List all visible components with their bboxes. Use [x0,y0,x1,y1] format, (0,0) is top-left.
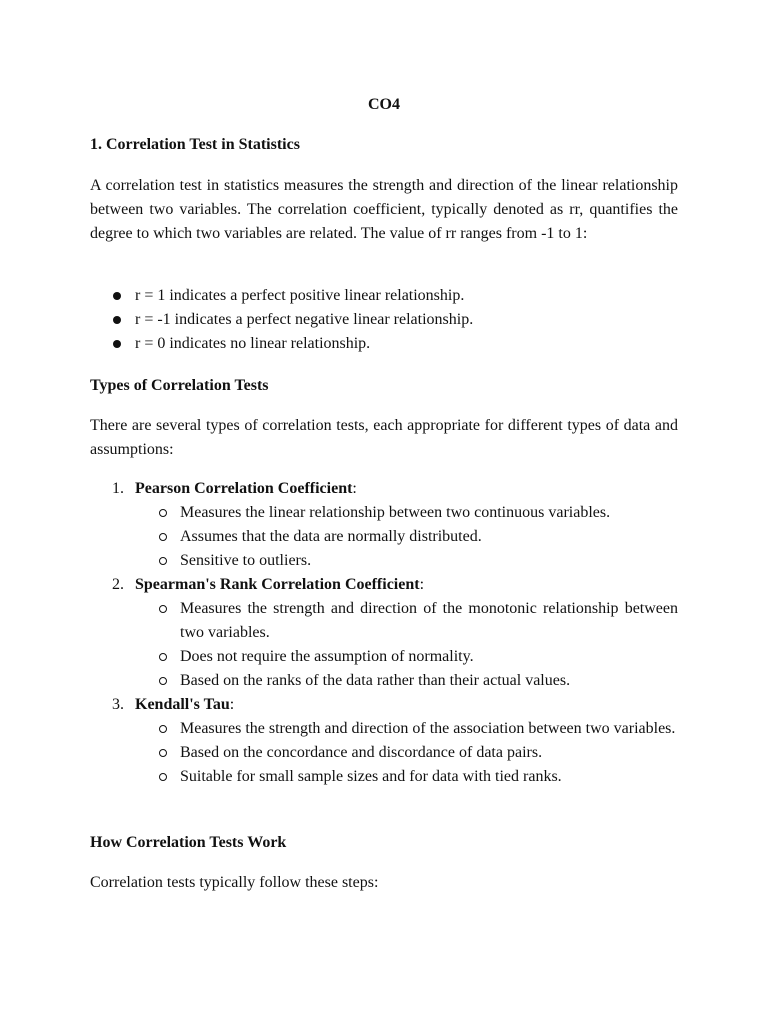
sub-list-item [135,597,678,645]
circle-bullet-icon [159,725,167,733]
sub-list-item [135,717,678,741]
sub-list-item [135,645,678,669]
list-item-text: r = 1 indicates a perfect positive linear relationship. [135,287,465,304]
colon: : [229,696,235,713]
list-item [90,308,678,332]
bullet-icon [113,316,121,324]
section-heading-how: How Correlation Tests Work [90,834,287,851]
circle-bullet-icon [159,749,167,757]
list-item [90,573,678,693]
section-heading-types: Types of Correlation Tests [90,377,269,394]
section-intro-paragraph: A correlation test in statistics measures the strength and direction of the linear relationship between two variables. The correlation coefficient, typically denoted as rr, quantifies the degree to which two variables are related. The value of rr ranges from -1 to 1: [90,177,678,242]
circle-bullet-icon [159,605,167,613]
test-name-pearson: Pearson Correlation Coefficient [135,480,353,497]
sub-list-item-text: Sensitive to outliers. [180,552,312,569]
sub-list-item [135,741,678,765]
colon: : [352,480,357,497]
list-item [90,284,678,308]
list-number: 1. [112,480,124,497]
test-name-kendall: Kendall's Tau [135,696,230,713]
sub-list-item [135,549,678,573]
circle-bullet-icon [159,773,167,781]
sub-list-item-text: Based on the concordance and discordance of data pairs. [180,744,543,761]
sub-list-item-text: Measures the strength and direction of the association between two variables. [180,720,676,737]
list-item-text: r = -1 indicates a perfect negative linear relationship. [135,311,474,328]
list-number: 2. [112,576,124,593]
list-number: 3. [112,696,124,713]
section-heading-correlation-test: 1. Correlation Test in Statistics [90,136,300,153]
sub-list [135,597,678,693]
types-intro-paragraph: There are several types of correlation tests, each appropriate for different types of data and assumptions: [90,417,678,458]
sub-list-item [135,765,678,789]
circle-bullet-icon [159,557,167,565]
sub-list-item-text: Measures the strength and direction of the monotonic relationship between two variables. [180,600,678,641]
correlation-tests-list [90,477,678,789]
how-intro-paragraph: Correlation tests typically follow these steps: [90,874,379,891]
sub-list-item [135,669,678,693]
test-name-spearman: Spearman's Rank Correlation Coefficient [135,576,420,593]
bullet-icon [113,292,121,300]
sub-list-item [135,525,678,549]
sub-list-item-text: Measures the linear relationship between two continuous variables. [180,504,611,521]
sub-list-item-text: Does not require the assumption of normality. [180,648,474,665]
document-title: CO4 [368,96,400,113]
r-values-list [90,284,678,356]
circle-bullet-icon [159,509,167,517]
colon: : [419,576,425,593]
circle-bullet-icon [159,677,167,685]
circle-bullet-icon [159,653,167,661]
sub-list-item-text: Based on the ranks of the data rather than their actual values. [180,672,571,689]
list-item [90,693,678,789]
sub-list [135,501,678,573]
list-item [90,477,678,573]
sub-list-item-text: Assumes that the data are normally distributed. [180,528,482,545]
sub-list-item-text: Suitable for small sample sizes and for data with tied ranks. [180,768,562,785]
circle-bullet-icon [159,533,167,541]
list-item-text: r = 0 indicates no linear relationship. [135,335,371,352]
sub-list [135,717,678,789]
list-item [90,332,678,356]
sub-list-item [135,501,678,525]
bullet-icon [113,340,121,348]
